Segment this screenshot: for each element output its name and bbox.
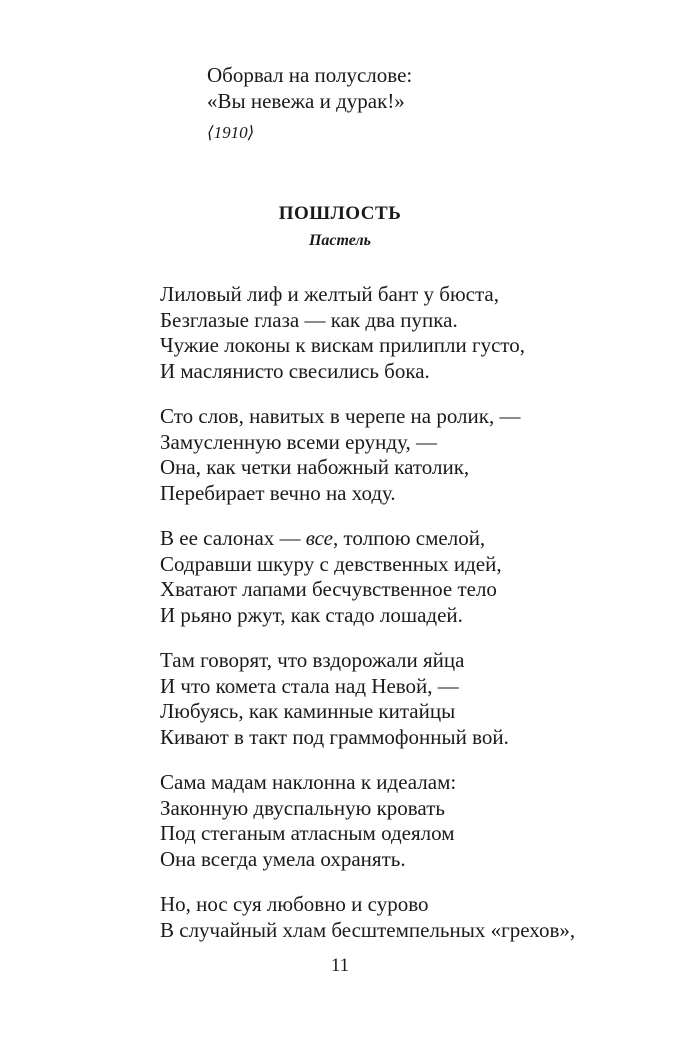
poem-line: И маслянисто свесились бока. [160, 358, 430, 383]
poem-line: Чужие локоны к вискам прилипли густо, [160, 333, 526, 357]
stanza [160, 892, 660, 943]
poem-line [160, 526, 660, 552]
poem-line: Там говорят, что вздорожали яйца [160, 648, 465, 672]
poem-date: ⟨1910⟩ [207, 123, 255, 142]
poem-line: И рьяно ржут, как стадо лошадей. [160, 602, 463, 627]
poem-line: Оборвал на полуслове: [207, 63, 413, 87]
poem-line: Хватают лапами бесчувственное тело [160, 577, 497, 601]
poem-line: В случайный хлам бесштемпельных «грехов», [160, 917, 576, 942]
poem-line: Безглазые глаза — как два пупка. [160, 307, 458, 332]
poem-line: Лиловый лиф и желтый бант у бюста, [160, 282, 499, 306]
poem-line: Под стеганым атласным одеялом [160, 821, 455, 845]
emphasized-word: все [305, 526, 333, 550]
poem-line: Любуясь, как каминные китайцы [160, 699, 456, 723]
poem-title: ПОШЛОСТЬ [278, 203, 402, 224]
page-number: 11 [330, 955, 350, 976]
poem-line: «Вы невежа и дурак!» [207, 89, 405, 113]
poem-line: Сама мадам наклонна к идеалам: [160, 770, 457, 794]
poem-line: Сто слов, навитых в черепе на ролик, — [160, 404, 521, 428]
poem-line: И что комета стала над Невой, — [160, 673, 459, 698]
stanza [160, 282, 660, 384]
poem-line: Законную двуспальную кровать [160, 795, 445, 820]
poem-line: Она всегда умела охранять. [160, 846, 406, 871]
poem-line: Кивают в такт под граммофонный вой. [160, 724, 509, 749]
poem-line: Содравши шкуру с девственных идей, [160, 551, 502, 576]
poem-subtitle: Пастель [308, 232, 371, 249]
stanza [160, 404, 660, 506]
stanza [160, 770, 660, 872]
poem-line: Она, как четки набожный католик, [160, 455, 470, 479]
poem-line: Перебирает вечно на ходу. [160, 480, 396, 505]
poem-body [160, 282, 660, 963]
stanza [160, 526, 660, 628]
poem-line: Но, нос суя любовно и сурово [160, 892, 429, 916]
poem-line: Замусленную всеми ерунду, — [160, 429, 437, 454]
previous-poem-ending [207, 62, 647, 144]
line-text: , толпою смелой, [333, 526, 486, 550]
line-text: В ее салонах — [160, 526, 306, 550]
stanza [160, 648, 660, 750]
